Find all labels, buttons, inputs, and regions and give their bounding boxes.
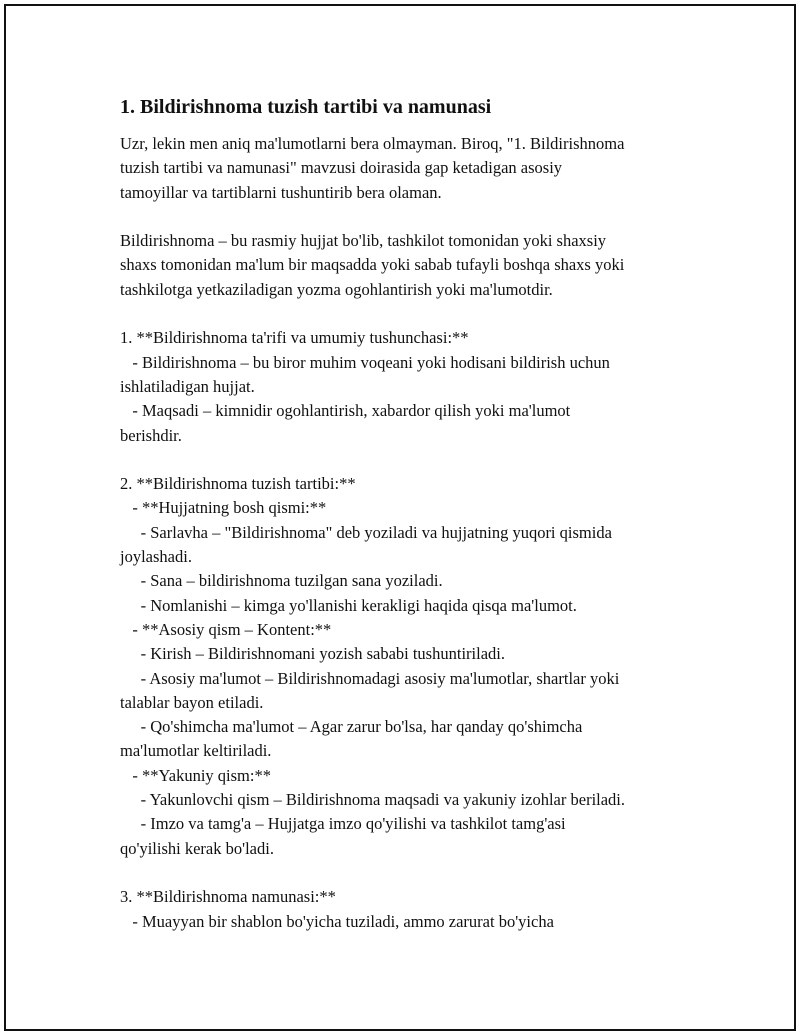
paragraph-definition: Bildirishnoma – bu rasmiy hujjat bo'lib, tashkilot tomonidan yoki shaxsiy shaxs tomonidan ma'lum bir maqsadda yoki sabab tufayli boshqa shaxs yoki tashkilotga yetkaziladigan yozma ogohlantirish yoki ma'lumotdir.: [120, 231, 625, 299]
paragraph-spacer: [120, 861, 700, 885]
section-3-sample: 3. **Bildirishnoma namunasi:** - Muayyan bir shablon bo'yicha tuziladi, ammo zarurat bo'yicha: [120, 887, 554, 931]
section-1-definition: 1. **Bildirishnoma ta'rifi va umumiy tushunchasi:** - Bildirishnoma – bu biror muhim voqeani yoki hodisani bildirish uchun ishlatiladigan hujjat. - Maqsadi – kimnidir ogohlantirish, xabardor qilish yoki ma'lumot berishdir.: [120, 328, 610, 445]
paragraph-spacer: [120, 205, 700, 229]
paragraph-spacer: [120, 448, 700, 472]
section-2-procedure: 2. **Bildirishnoma tuzish tartibi:** - **Hujjatning bosh qismi:** - Sarlavha – "Bildirishnoma" deb yoziladi va hujjatning yuqori qismida joylashadi. - Sana – bildirishnoma tuzilgan sana yoziladi. - Nomlanishi – kimga yo'llanishi kerakligi haqida qisqa ma'lumot. - **Asosiy qism – Kontent:** - Kirish – Bildirishnomani yozish sababi tushuntiriladi. - Asosiy ma'lumot – Bildirishnomadagi asosiy ma'lumotlar, shartlar yoki talablar bayon etiladi. - Qo'shimcha ma'lumot – Agar zarur bo'lsa, har qanday qo'shimcha ma'lumotlar keltiriladi. - **Yakuniy qism:** - Yakunlovchi qism – Bildirishnoma maqsadi va yakuniy izohlar beriladi. - Imzo va tamg'a – Hujjatga imzo qo'yilishi va tashkilot tamg'asi qo'yilishi kerak bo'ladi.: [120, 474, 626, 858]
paragraph-spacer: [120, 302, 700, 326]
paragraph-intro: Uzr, lekin men aniq ma'lumotlarni bera olmayman. Biroq, "1. Bildirishnoma tuzish tartibi va namunasi" mavzusi doirasida gap ketadigan asosiy tamoyillar va tartiblarni tushuntirib bera olaman.: [120, 134, 625, 202]
document-content: [120, 94, 700, 934]
document-title: 1. Bildirishnoma tuzish tartibi va namunasi: [120, 96, 492, 118]
page-frame: [4, 4, 796, 1031]
